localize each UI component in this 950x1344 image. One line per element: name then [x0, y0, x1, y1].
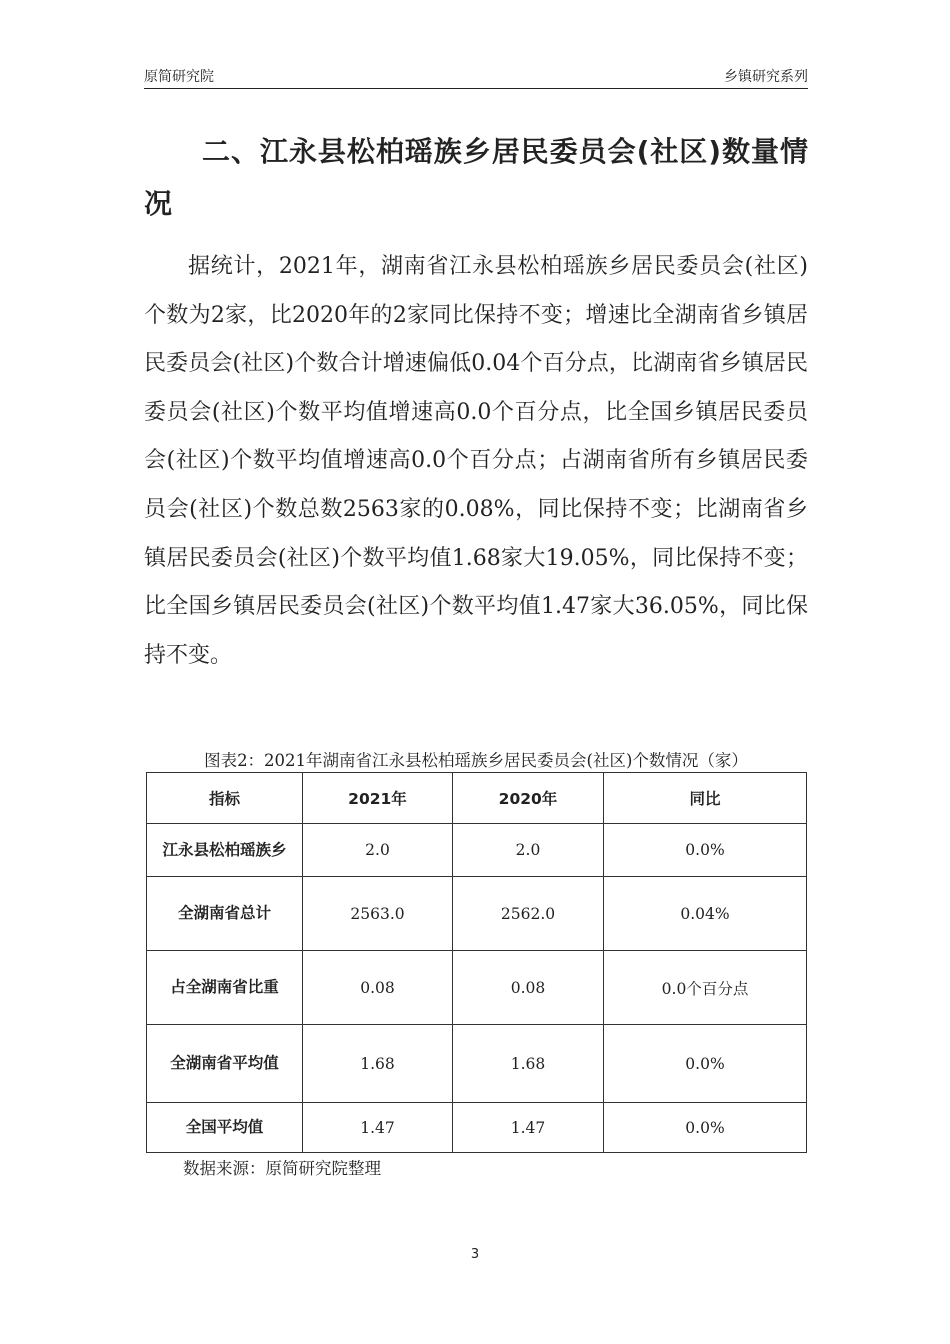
section-title: 二、江永县松柏瑶族乡居民委员会(社区)数量情况 — [144, 135, 808, 220]
page-header — [144, 64, 808, 89]
value-2020: 2562.0 — [453, 877, 604, 951]
row-label: 全湖南省总计 — [147, 877, 303, 951]
table-header-row — [147, 773, 807, 824]
body-paragraph: 据统计，2021年，湖南省江永县松柏瑶族乡居民委员会(社区)个数为2家，比2020年的2家同比保持不变；增速比全湖南省乡镇居民委员会(社区)个数合计增速偏低0.04个百分点，比湖南省乡镇居民委员会(社区)个数平均值增速高0.0个百分点，比全国乡镇居民委员会(社区)个数平均值增速高0.0个百分点；占湖南省所有乡镇居民委员会(社区)个数总数2563家的0.08%，同比保持不变；比湖南省乡镇居民委员会(社区)个数平均值1.68家大19.05%，同比保持不变；比全国乡镇居民委员会(社区)个数平均值1.47家大36.05%，同比保持不变。 — [144, 254, 808, 668]
table-row — [147, 877, 807, 951]
header-org-name: 原简研究院 — [144, 69, 214, 85]
header-cell-yoy: 同比 — [604, 773, 807, 824]
header-cell-2021: 2021年 — [303, 773, 453, 824]
data-table — [146, 772, 807, 1153]
value-2020: 1.68 — [453, 1025, 604, 1103]
value-2021: 2.0 — [303, 824, 453, 877]
value-2020: 1.47 — [453, 1103, 604, 1153]
value-yoy: 0.0% — [604, 824, 807, 877]
value-2021: 1.47 — [303, 1103, 453, 1153]
row-label: 江永县松柏瑶族乡 — [147, 824, 303, 877]
value-yoy: 0.0个百分点 — [604, 951, 807, 1025]
table-caption: 图表2：2021年湖南省江永县松柏瑶族乡居民委员会(社区)个数情况（家） — [204, 751, 748, 770]
value-yoy: 0.04% — [604, 877, 807, 951]
header-cell-indicator: 指标 — [147, 773, 303, 824]
row-label: 占全湖南省比重 — [147, 951, 303, 1025]
value-2021: 1.68 — [303, 1025, 453, 1103]
value-2021: 0.08 — [303, 951, 453, 1025]
data-source-note: 数据来源：原简研究院整理 — [183, 1159, 381, 1178]
value-2020: 2.0 — [453, 824, 604, 877]
table-row — [147, 1103, 807, 1153]
page-number: 3 — [470, 1247, 480, 1262]
row-label: 全湖南省平均值 — [147, 1025, 303, 1103]
value-yoy: 0.0% — [604, 1103, 807, 1153]
header-cell-2020: 2020年 — [453, 773, 604, 824]
header-series-name: 乡镇研究系列 — [724, 69, 808, 85]
value-2021: 2563.0 — [303, 877, 453, 951]
table-row — [147, 951, 807, 1025]
value-yoy: 0.0% — [604, 1025, 807, 1103]
row-label: 全国平均值 — [147, 1103, 303, 1153]
table-row — [147, 1025, 807, 1103]
value-2020: 0.08 — [453, 951, 604, 1025]
table-row — [147, 824, 807, 877]
